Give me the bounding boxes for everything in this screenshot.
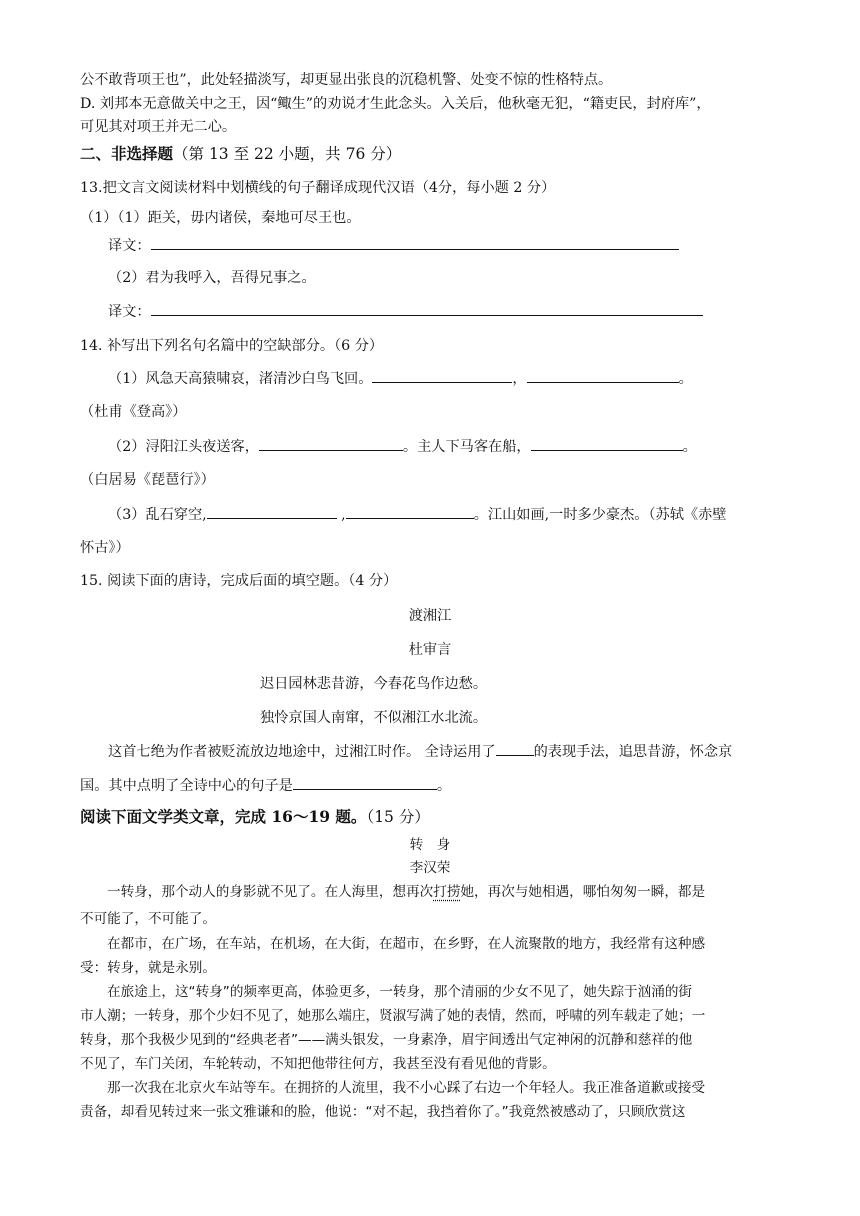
answer-blank[interactable] bbox=[496, 742, 534, 756]
punct: , bbox=[336, 507, 346, 523]
article-author: 李汉荣 bbox=[409, 860, 451, 876]
answer-blank[interactable] bbox=[527, 369, 679, 383]
q14-item-1-text: （1）风急天高猿啸哀，渚清沙白鸟飞回。 bbox=[108, 371, 373, 387]
poem-line-2: 独怜京国人南窜，不似湘江水北流。 bbox=[260, 710, 488, 726]
para-2-line-2: 受：转身，就是永别。 bbox=[80, 960, 216, 976]
answer-blank[interactable] bbox=[151, 302, 703, 316]
q15-question-line1 bbox=[108, 742, 732, 762]
para-4-line-2: 责备，却看见转过来一张文雅谦和的脸，他说：“对不起，我挡着你了。”我竟然被感动了，只顾欣赏这 bbox=[80, 1104, 686, 1120]
reading-heading bbox=[80, 807, 430, 827]
q14-item-3-text: （3）乱石穿空, bbox=[108, 507, 207, 523]
q15-text: 国。其中点明了全诗中心的句子是 bbox=[80, 778, 293, 794]
reading-score: （15 分） bbox=[366, 808, 430, 826]
q14-item-2-text: （2）浔阳江头夜送客， bbox=[108, 439, 259, 455]
q14-item-2-mid: 。主人下马客在船， bbox=[402, 439, 531, 455]
answer-blank[interactable] bbox=[151, 236, 679, 250]
prev-option-text: 公不敢背项王也”，此处轻描淡写，却更显出张良的沉稳机警、处变不惊的性格特点。 bbox=[80, 72, 613, 88]
answer-blank[interactable] bbox=[531, 437, 683, 451]
q14-item-3 bbox=[108, 505, 727, 525]
q14-stem: 14. 补写出下列名句名篇中的空缺部分。（6 分） bbox=[80, 338, 384, 354]
answer-blank[interactable] bbox=[259, 437, 403, 451]
answer-blank[interactable] bbox=[372, 369, 512, 383]
punct: 。 bbox=[678, 371, 693, 387]
para-3-line-3: 转身，那个我极少见到的“经典老者”——满头银发，一身素净，眉宇间透出气定神闲的沉静和慈祥的他 bbox=[80, 1032, 693, 1048]
para-2-line-1: 在都市，在广场，在车站，在机场，在大街，在超市，在乡野，在人流聚散的地方，我经常有这种感 bbox=[107, 936, 706, 952]
answer-blank[interactable] bbox=[293, 776, 437, 790]
punct: ， bbox=[512, 371, 527, 387]
q13-sentence-2: （2）君为我呼入，吾得兄事之。 bbox=[108, 270, 316, 286]
punct: 。 bbox=[436, 778, 452, 794]
q14-source-3: 怀古》） bbox=[80, 540, 130, 556]
para-1-line-2: 不可能了，不可能了。 bbox=[80, 911, 216, 927]
q14-item-2 bbox=[108, 437, 697, 457]
para-3-line-2: 市人潮；一转身，那个少妇不见了，她那么端庄，贤淑写满了她的表情，然而，呼啸的列车载走了她；一 bbox=[80, 1008, 706, 1024]
q13-stem: 13.把文言文阅读材料中划横线的句子翻译成现代汉语（4分，每小题 2 分） bbox=[80, 180, 556, 196]
translation-label: 译文： bbox=[108, 238, 151, 254]
q14-item-1 bbox=[108, 369, 693, 389]
q14-item-3-end: 。江山如画,一时多少豪杰。（苏轼《赤壁 bbox=[473, 507, 727, 523]
q15-text: 这首七绝为作者被贬流放边地途中，过湘江时作。 全诗运用了 bbox=[108, 744, 496, 760]
para-3-line-4: 不见了，车门关闭，车轮转动，不知把他带往何方，我甚至没有看见他的背影。 bbox=[80, 1056, 556, 1072]
q13-answer-1 bbox=[108, 236, 679, 256]
para-1-line-1 bbox=[107, 882, 705, 902]
poem-title: 渡湘江 bbox=[408, 608, 452, 624]
q15-text: 的表现手法，追思昔游，怀念京 bbox=[533, 744, 733, 760]
q13-sentence-1: （1）（1）距关，毋内诸侯，秦地可尽王也。 bbox=[80, 210, 361, 226]
reading-heading-text: 阅读下面文学类文章，完成 16～19 题。 bbox=[80, 807, 367, 826]
translation-label: 译文： bbox=[108, 304, 151, 320]
para-4-line-1: 那一次我在北京火车站等车。在拥挤的人流里，我不小心踩了右边一个年轻人。我正准备道歉或接受 bbox=[107, 1080, 706, 1096]
section-note: （第 13 至 22 小题，共 76 分） bbox=[173, 145, 402, 163]
section-title: 二、非选择题 bbox=[80, 144, 174, 163]
article-title: 转 身 bbox=[409, 837, 451, 853]
q14-source-2: （白居易《琵琶行》） bbox=[80, 472, 215, 488]
q15-stem: 15. 阅读下面的唐诗，完成后面的填空题。（4 分） bbox=[80, 573, 398, 589]
section-heading bbox=[80, 144, 401, 164]
answer-blank[interactable] bbox=[207, 505, 337, 519]
q13-answer-2 bbox=[108, 302, 703, 322]
para-3-line-1: 在旅途上，这“转身”的频率更高，体验更多，一转身，那个清丽的少女不见了，她失踪于汹涌的街 bbox=[107, 984, 693, 1000]
dotted-word: 打捞 bbox=[433, 884, 461, 900]
poem-author: 杜审言 bbox=[408, 642, 452, 658]
poem-line-1: 迟日园林悲昔游，今春花鸟作边愁。 bbox=[260, 676, 488, 692]
option-d-line2: 可见其对项王并无二心。 bbox=[80, 119, 237, 135]
text-run: 她，再次与她相遇，哪怕匆匆一瞬，都是 bbox=[460, 884, 706, 900]
q15-question-line2 bbox=[80, 776, 451, 796]
answer-blank[interactable] bbox=[346, 505, 474, 519]
text-run: 一转身，那个动人的身影就不见了。在人海里，想再次 bbox=[107, 884, 434, 900]
punct: 。 bbox=[682, 439, 697, 455]
q14-source-1: （杜甫《登高》） bbox=[80, 404, 187, 420]
option-d-line1: D. 刘邦本无意做关中之王，因“鲰生”的劝说才生此念头。入关后，他秋毫无犯，“籍吏民，封府库”， bbox=[80, 96, 711, 112]
